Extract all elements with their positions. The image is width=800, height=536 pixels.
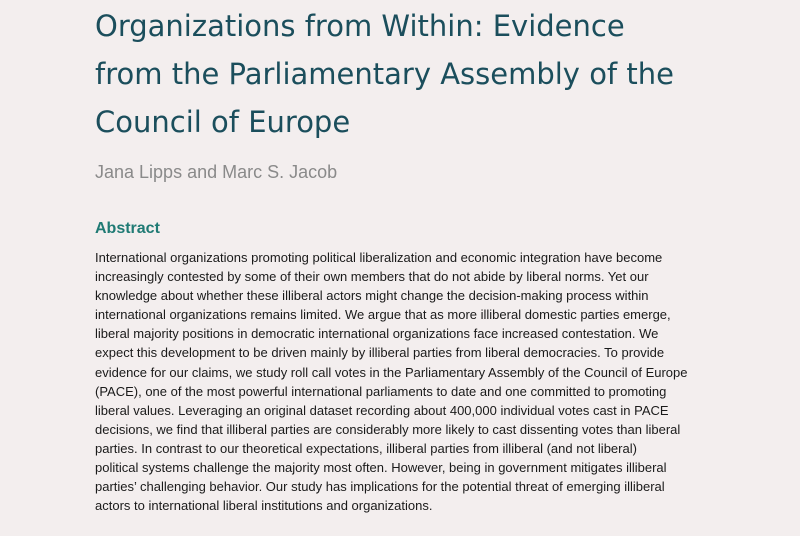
- abstract-line: (PACE), one of the most powerful international parliaments to date and one committed to promoting: [95, 383, 667, 399]
- abstract-line: liberal majority positions in democratic international organizations face increased contestation. We: [95, 326, 659, 342]
- abstract-line: increasingly contested by some of their own members that do not abide by liberal norms. Yet our: [95, 269, 649, 285]
- abstract-line: liberal values. Leveraging an original dataset recording about 400,000 individual votes cast in PACE: [95, 402, 669, 418]
- abstract-line: expect this development to be driven mainly by illiberal parties from liberal democracies. To provide: [95, 345, 665, 361]
- paper-authors: Jana Lipps and Marc S. Jacob: [95, 162, 338, 182]
- abstract-line: parties. In contrast to our theoretical expectations, illiberal parties from illiberal (and not liberal): [95, 440, 637, 456]
- abstract-line: international organizations remains limited. We argue that as more illiberal domestic parties emerge,: [95, 307, 671, 323]
- abstract-line: actors to international liberal institutions and organizations.: [95, 498, 433, 514]
- abstract-line: political systems challenge the majority most often. However, being in government mitigates illiberal: [95, 460, 667, 476]
- abstract-line: parties’ challenging behavior. Our study has implications for the potential threat of emerging illiberal: [95, 479, 665, 495]
- paper-title: [95, 2, 715, 146]
- title-line: Council of Europe: [95, 105, 351, 139]
- abstract-line: evidence for our claims, we study roll call votes in the Parliamentary Assembly of the Council of Europe: [95, 364, 688, 380]
- abstract-line: International organizations promoting political liberalization and economic integration have become: [95, 250, 663, 265]
- abstract-line: decisions, we find that illiberal parties are considerably more likely to cast dissenting votes than liberal: [95, 421, 681, 437]
- abstract-line: knowledge about whether these illiberal actors might change the decision-making process within: [95, 288, 649, 304]
- title-line: from the Parliamentary Assembly of the: [95, 57, 674, 91]
- title-line: Organizations from Within: Evidence: [95, 9, 625, 43]
- abstract-body: [95, 248, 695, 515]
- abstract-heading: Abstract: [95, 220, 160, 237]
